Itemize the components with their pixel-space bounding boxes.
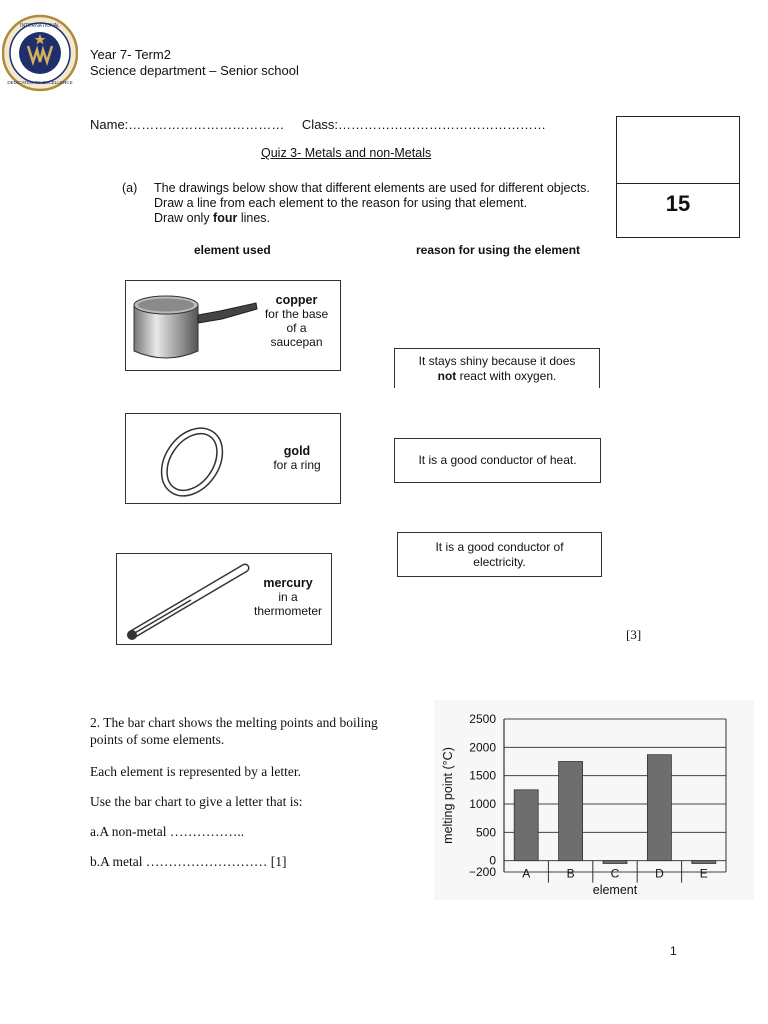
- element-box-mercury[interactable]: [116, 553, 332, 645]
- element-label-mercury: [247, 576, 329, 618]
- reason-shiny-line2: not react with oxygen.: [437, 368, 557, 383]
- bar-D: [647, 755, 671, 861]
- y-tick-label: 0: [489, 853, 496, 868]
- element-box-gold[interactable]: [125, 413, 341, 504]
- column-head-reason: reason for using the element: [416, 243, 581, 257]
- y-tick-label: 1500: [469, 768, 496, 783]
- question-2-intro: [90, 714, 378, 748]
- x-tick-label: D: [655, 866, 664, 881]
- q2-line-letter: Each element is represented by a letter.: [90, 764, 302, 779]
- y-axis-label: melting point (°C): [441, 747, 455, 844]
- element-label-copper: [259, 293, 334, 349]
- marks-a: [3]: [626, 627, 642, 642]
- element-box-copper[interactable]: [125, 280, 341, 371]
- thermometer-icon: [121, 560, 251, 642]
- copper-use-2: of a: [286, 321, 307, 335]
- x-axis-label: element: [592, 883, 638, 897]
- reason-box-shiny[interactable]: [394, 348, 600, 388]
- gold-use-1: for a ring: [273, 458, 321, 472]
- instruction-line-3: Draw only four lines.: [154, 211, 271, 225]
- instruction-line-1: The drawings below show that different elements are used for different objects.: [154, 181, 590, 195]
- header: [90, 47, 299, 79]
- y-tick-label: 500: [475, 825, 496, 840]
- bar-B: [559, 762, 583, 861]
- reason-electricity-line2: electricity.: [473, 554, 526, 569]
- y-tick-label: 1000: [469, 797, 496, 811]
- column-head-element: element used: [194, 243, 271, 257]
- page-number: 1: [670, 944, 677, 958]
- score-total: 15: [665, 191, 691, 216]
- name-field[interactable]: Name:………………………………: [90, 117, 285, 132]
- x-tick-label: C: [610, 866, 620, 881]
- school-logo: [2, 12, 78, 94]
- q2-intro-line2: points of some elements.: [90, 732, 225, 747]
- element-name-mercury: mercury: [263, 576, 313, 590]
- copper-use-1: for the base: [264, 307, 329, 321]
- x-tick-label: E: [699, 866, 708, 881]
- svg-text:DEDICATED TO EXCELLENCE: DEDICATED TO EXCELLENCE: [7, 80, 73, 85]
- element-label-gold: [262, 444, 332, 472]
- bar-E: [692, 861, 716, 864]
- ring-icon: [154, 424, 230, 500]
- score-divider: [617, 183, 739, 184]
- instruction-line-2: Draw a line from each element to the reason for using that element.: [154, 196, 528, 210]
- reason-electricity-line1: It is a good conductor of: [435, 539, 564, 554]
- quiz-title: Quiz 3- Metals and non-Metals: [261, 146, 432, 160]
- mercury-use-1: in a: [278, 590, 298, 604]
- element-name-gold: gold: [283, 444, 311, 458]
- bar-A: [514, 790, 538, 861]
- melting-point-chart: [434, 700, 754, 900]
- question-a-label: (a): [122, 181, 138, 195]
- class-field[interactable]: Class:…………………………………………: [301, 117, 547, 132]
- x-tick-label: A: [522, 866, 531, 881]
- q2-line-instruction: Use the bar chart to give a letter that is:: [90, 794, 303, 809]
- question-a-instructions: [154, 181, 590, 226]
- reason-box-heat[interactable]: [394, 438, 601, 483]
- chart-svg: [434, 700, 754, 900]
- y-tick-label: 2000: [469, 740, 496, 755]
- score-box: [616, 116, 740, 238]
- copper-use-3: saucepan: [270, 335, 323, 349]
- y-tick-label: −200: [468, 865, 496, 879]
- x-tick-label: B: [566, 866, 575, 881]
- reason-heat-text: It is a good conductor of heat.: [418, 453, 577, 467]
- header-department: Science department – Senior school: [90, 63, 299, 78]
- element-name-copper: copper: [275, 293, 318, 307]
- reason-shiny-line1: It stays shiny because it does: [418, 353, 576, 368]
- q2-answer-a[interactable]: a.A non-metal ……………..: [90, 824, 245, 839]
- mercury-use-2: thermometer: [253, 604, 323, 618]
- q2-intro-line1: 2. The bar chart shows the melting points and boiling: [90, 715, 378, 730]
- header-year-term: Year 7- Term2: [90, 47, 171, 62]
- y-tick-label: 2500: [469, 712, 496, 726]
- saucepan-icon: [130, 289, 260, 367]
- student-info: [90, 117, 560, 132]
- bar-C: [603, 861, 627, 864]
- svg-text:INTERNATIONAL: INTERNATIONAL: [20, 23, 60, 29]
- reason-box-electricity[interactable]: [397, 532, 602, 577]
- q2-answer-b[interactable]: b.A metal ……………………… [1]: [90, 854, 287, 869]
